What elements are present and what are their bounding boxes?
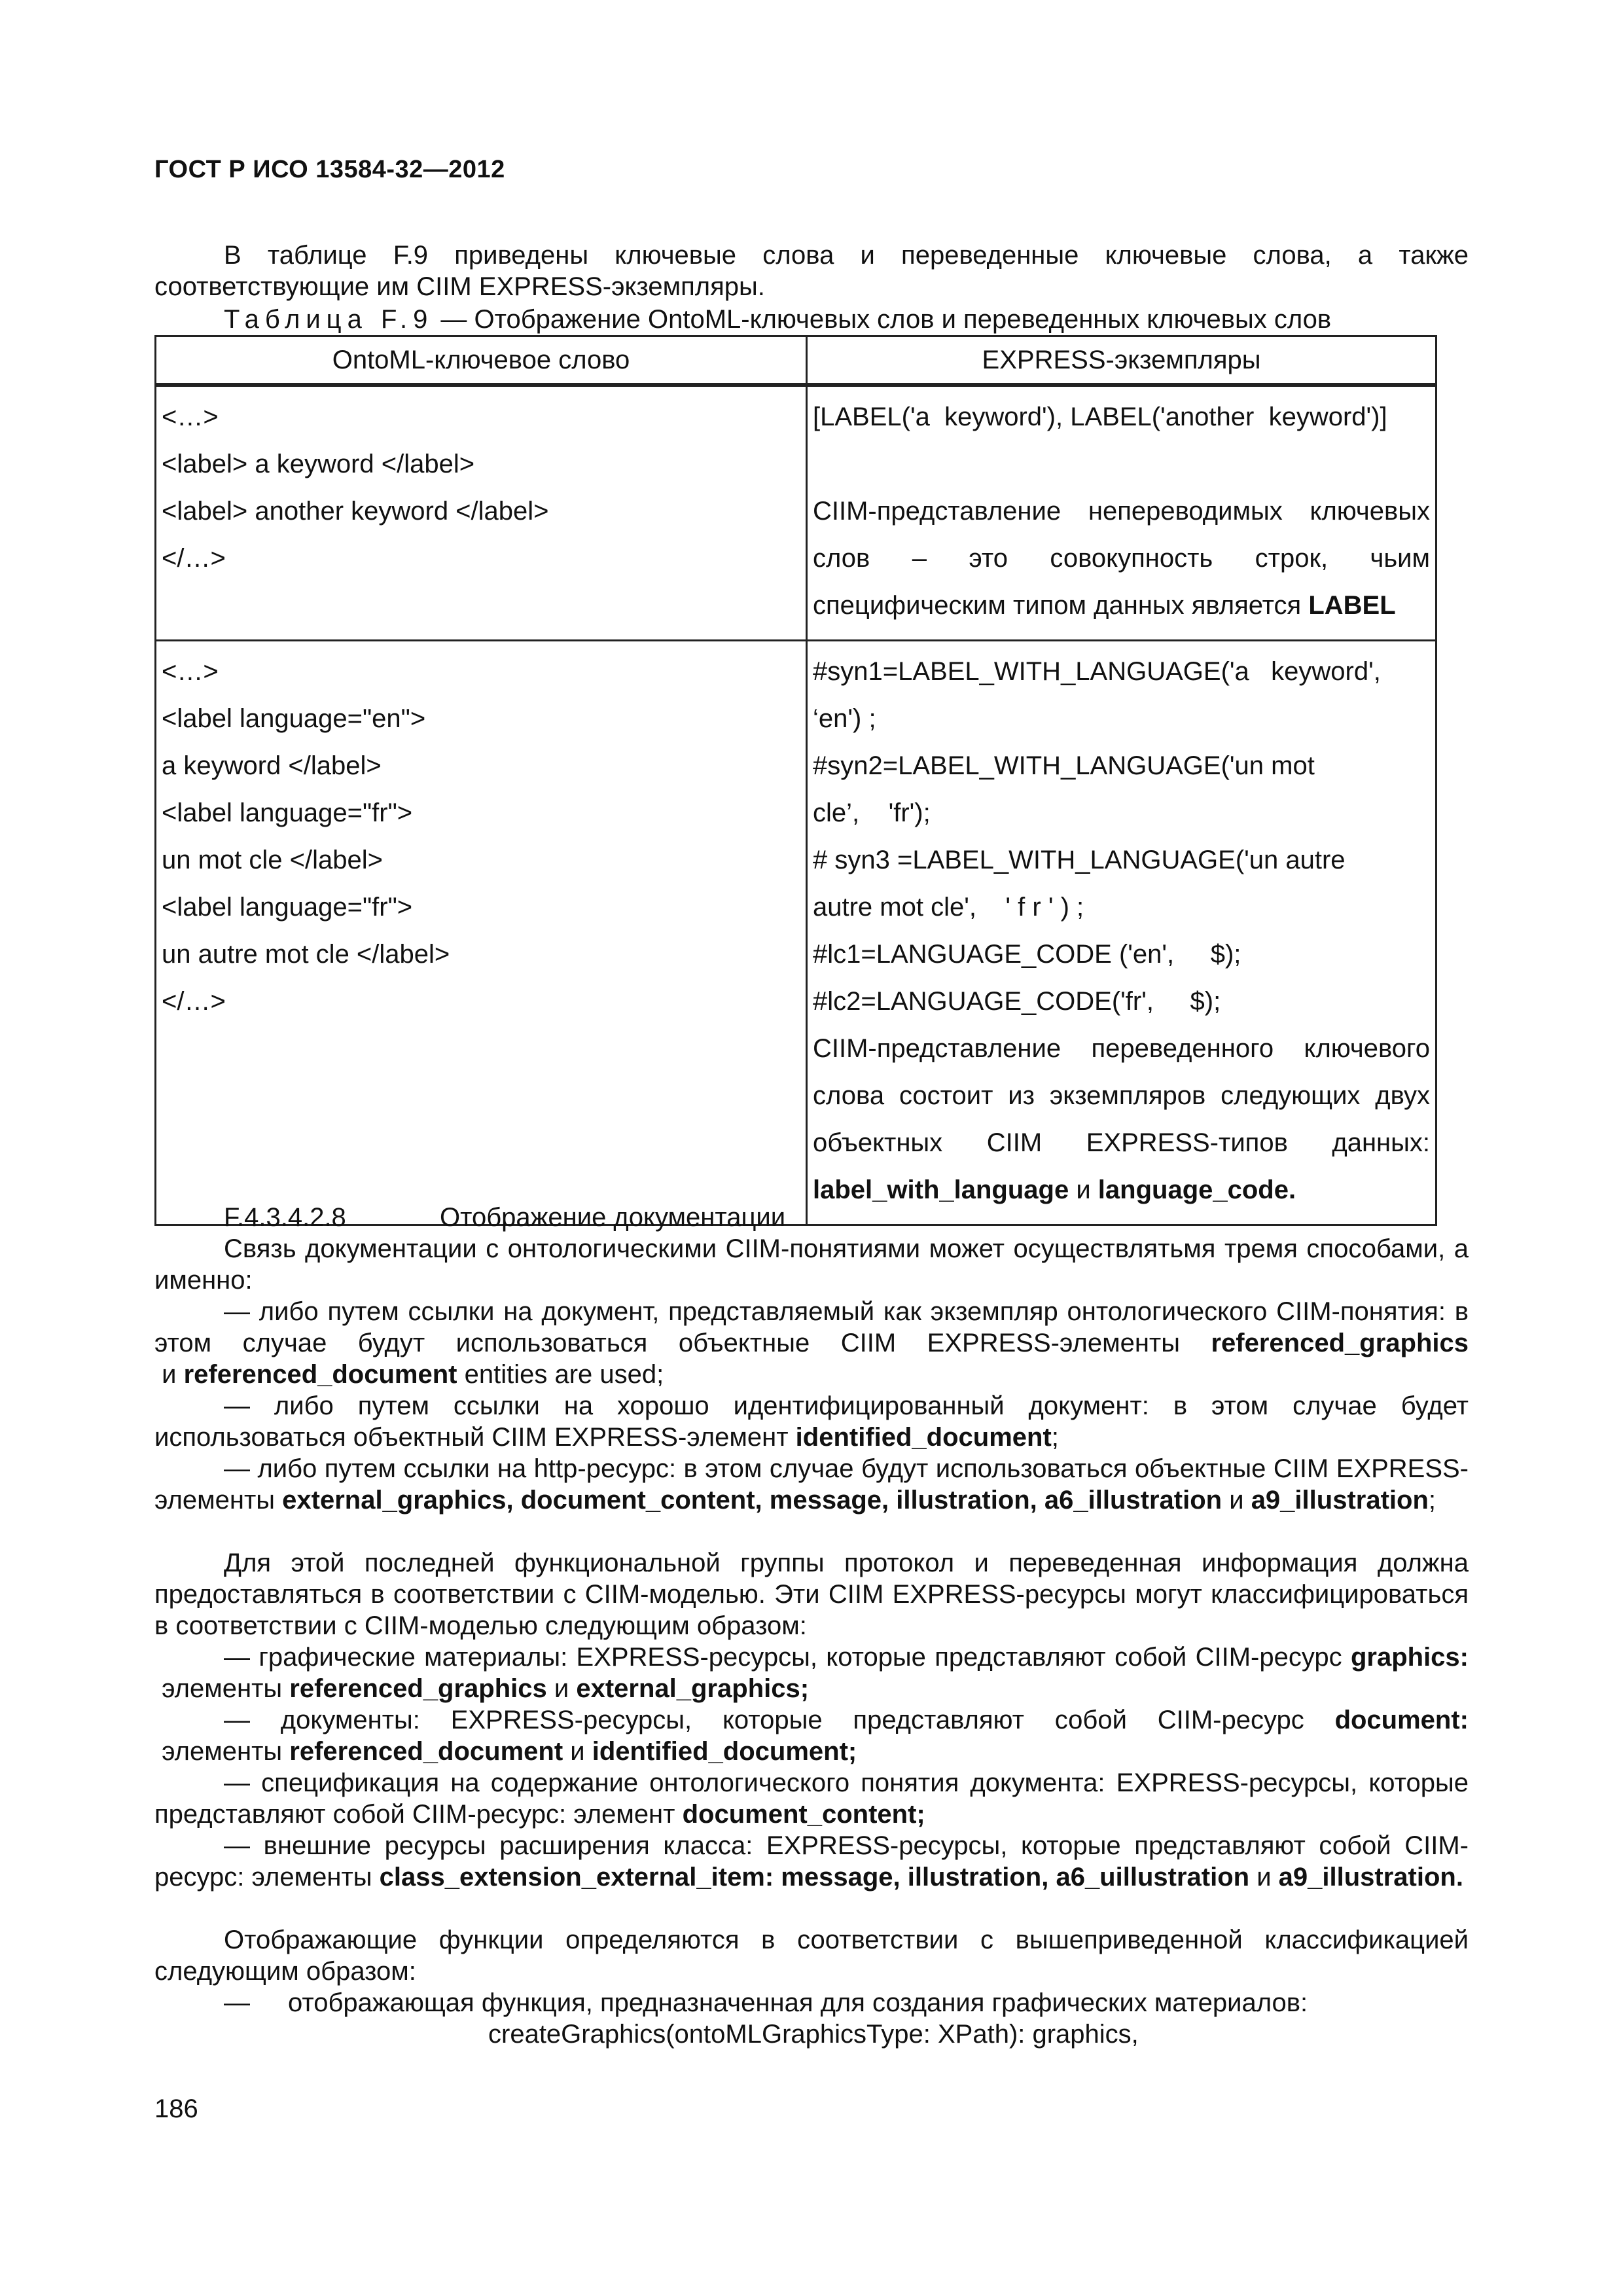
intro-paragraph: В таблице F.9 приведены ключевые слова и переведенные ключевые слова, а также соответствующие им CIIM EXPRESS-экземпляры. bbox=[154, 241, 1469, 301]
page-number: 186 bbox=[154, 2094, 198, 2123]
row2-ontoml-cell bbox=[156, 641, 807, 1225]
bullet-documents bbox=[154, 1704, 1469, 1767]
section-number: F.4.3.4.2.8 bbox=[224, 1203, 346, 1232]
row2-left-line: </…> bbox=[162, 987, 226, 1016]
bullet-text: — либо путем ссылки на http-ресурс: в этом случае будут использоваться объектные CIIM EXPRESS-элементы bbox=[154, 1454, 1469, 1515]
row2-left-line: <label language="en"> bbox=[162, 704, 426, 733]
row1-desc-line: слов – это совокупность строк, чьим bbox=[813, 544, 1430, 573]
row2-code-line: autre mot cle', ' f r ' ) ; bbox=[813, 893, 1084, 922]
row2-left-line: un mot cle </label> bbox=[162, 846, 383, 874]
bullet-http-resource bbox=[154, 1453, 1469, 1516]
row1-left-line: </…> bbox=[162, 544, 226, 573]
term-referenced-graphics: referenced_graphics bbox=[1211, 1329, 1469, 1357]
row2-desc-line: объектных CIIM EXPRESS-типов данных: bbox=[813, 1128, 1430, 1157]
row1-left-line: <label> a keyword </label> bbox=[162, 450, 475, 478]
bullet-referenced-doc bbox=[154, 1296, 1469, 1390]
paragraph-mapping-functions: Отображающие функции определяются в соответствии с вышеприведенной классификацией следующим образом: bbox=[154, 1926, 1469, 1986]
bullet-document-content bbox=[154, 1767, 1469, 1830]
term-external-graphics: external_graphics; bbox=[576, 1674, 810, 1703]
term-class-extension-list: class_extension_external_item: message, illustration, a6_uillustration bbox=[379, 1863, 1250, 1892]
bullet-text: — документы: EXPRESS-ресурсы, которые представляют собой CIIM-ресурс bbox=[224, 1706, 1335, 1734]
term-external-graphics-list: external_graphics, document_content, message, illustration, a6_illustration bbox=[282, 1486, 1222, 1515]
row1-ontoml-cell bbox=[156, 385, 807, 641]
table-row bbox=[156, 385, 1436, 641]
row2-desc-line: CIIM-представление переведенного ключевого bbox=[813, 1034, 1430, 1063]
bullet-mid: элементы bbox=[154, 1674, 290, 1703]
table-header-row bbox=[156, 336, 1436, 386]
row2-left-line: a keyword </label> bbox=[162, 751, 382, 780]
bullet-mid: элементы bbox=[154, 1737, 290, 1766]
section-heading bbox=[224, 1202, 785, 1233]
bullet-text: — внешние ресурсы расширения класса: EXPRESS-ресурсы, которые представляют собой CIIM-ресурс: элементы bbox=[154, 1831, 1469, 1892]
bullet-text: — спецификация на содержание онтологического понятия документа: EXPRESS-ресурсы, которые представляют собой CIIM-ресурс: элемент bbox=[154, 1768, 1469, 1829]
row2-code-line: # syn3 =LABEL_WITH_LANGUAGE('un autre bbox=[813, 846, 1346, 874]
bullet-class-extension bbox=[154, 1830, 1469, 1893]
row2-code-line: #lc2=LANGUAGE_CODE('fr', $); bbox=[813, 987, 1221, 1016]
conj: и bbox=[563, 1737, 592, 1766]
row1-left-line: <…> bbox=[162, 403, 219, 431]
row1-desc-line: CIIM-представление непереводимых ключевых bbox=[813, 497, 1430, 526]
table-caption-prefix: Таблица F.9 bbox=[224, 305, 434, 334]
conj: и bbox=[1249, 1863, 1279, 1892]
row2-left-line: <label language="fr"> bbox=[162, 893, 413, 922]
keyword-mapping-table bbox=[154, 335, 1437, 1226]
bullet-text: — либо путем ссылки на документ, представляемый как экземпляр онтологического CIIM-понятия: в этом случае будут использоваться объектные CIIM EXPRESS-элементы bbox=[154, 1297, 1469, 1357]
row1-desc-label-type: LABEL bbox=[1308, 591, 1396, 620]
row2-desc-types-line bbox=[813, 1166, 1430, 1213]
bullet-identified-doc bbox=[154, 1390, 1469, 1453]
row1-desc-last-line bbox=[813, 582, 1430, 629]
bullet-tail: ; bbox=[1428, 1486, 1436, 1515]
term-referenced-document: referenced_document bbox=[289, 1737, 563, 1766]
row1-gap bbox=[813, 440, 1430, 488]
bullet-tail: ; bbox=[1051, 1423, 1059, 1452]
row2-code-line: #syn2=LABEL_WITH_LANGUAGE('un mot bbox=[813, 751, 1315, 780]
col-header-express: EXPRESS-экземпляры bbox=[807, 336, 1436, 386]
row2-left-line: <…> bbox=[162, 657, 219, 686]
table-caption bbox=[224, 304, 1331, 335]
conj: и bbox=[154, 1360, 184, 1389]
bullet-dash: — bbox=[224, 1988, 250, 2017]
row2-express-cell bbox=[807, 641, 1436, 1225]
row2-type-language-code: language_code. bbox=[1097, 1175, 1296, 1204]
term-referenced-graphics: referenced_graphics bbox=[289, 1674, 547, 1703]
table-caption-title: — Отображение OntoML-ключевых слов и переведенных ключевых слов bbox=[433, 305, 1332, 334]
conj: и bbox=[1222, 1486, 1251, 1515]
function-signature: createGraphics(ontoMLGraphicsType: XPath): graphics, bbox=[488, 2020, 1139, 2049]
term-graphics: graphics: bbox=[1350, 1643, 1469, 1672]
paragraph-doc-link-methods: Связь документации с онтологическими CIIM-понятиями может осуществлятьмя тремя способами, а именно: bbox=[154, 1234, 1469, 1295]
document-header: ГОСТ Р ИСО 13584-32—2012 bbox=[154, 156, 505, 183]
bullet-text: — графические материалы: EXPRESS-ресурсы, которые представляют собой CIIM-ресурс bbox=[224, 1643, 1351, 1672]
row1-express-cell bbox=[807, 385, 1436, 641]
term-a9-illustration: a9_illustration. bbox=[1278, 1863, 1463, 1892]
paragraph-functional-group: Для этой последней функциональной группы протокол и переведенная информация должна предоставляться в соответствии с CIIM-моделью. Эти CIIM EXPRESS-ресурсы могут классифицироваться в соответствии с CIIM-моделью следующим образом: bbox=[154, 1549, 1469, 1640]
bullet-text: отображающая функция, предназначенная для создания графических материалов: bbox=[288, 1988, 1308, 2017]
row2-left-line: un autre mot cle </label> bbox=[162, 940, 450, 969]
table-row bbox=[156, 641, 1436, 1225]
bullet-graphics bbox=[154, 1641, 1469, 1704]
row2-code-line: #lc1=LANGUAGE_CODE ('en', $); bbox=[813, 940, 1241, 969]
row1-left-line: <label> another keyword </label> bbox=[162, 497, 549, 526]
bullet-text: — либо путем ссылки на хорошо идентифицированный документ: в этом случае будет использоваться объектный CIIM EXPRESS-элемент bbox=[154, 1391, 1469, 1452]
bullet-tail: entities are used; bbox=[457, 1360, 664, 1389]
term-identified-document: identified_document; bbox=[592, 1737, 857, 1766]
section-title: Отображение документации bbox=[440, 1203, 786, 1232]
term-a9-illustration: a9_illustration bbox=[1251, 1486, 1429, 1515]
row2-desc-line: слова состоит из экземпляров следующих двух bbox=[813, 1081, 1430, 1110]
row1-desc-last-text: специфическим типом данных является bbox=[813, 591, 1309, 620]
row2-code-line: cle’, 'fr'); bbox=[813, 798, 931, 827]
term-identified-document: identified_document bbox=[795, 1423, 1052, 1452]
row1-express-code: [LABEL('a keyword'), LABEL('another keyword')] bbox=[813, 403, 1387, 431]
col-header-ontoml: OntoML-ключевое слово bbox=[156, 336, 807, 386]
row2-and: и bbox=[1069, 1175, 1098, 1204]
term-document: document: bbox=[1334, 1706, 1469, 1734]
row2-code-line: ‘en') ; bbox=[813, 704, 876, 733]
conj: и bbox=[546, 1674, 577, 1703]
row2-left-line: <label language="fr"> bbox=[162, 798, 413, 827]
term-referenced-document: referenced_document bbox=[183, 1360, 457, 1389]
row2-code-line: #syn1=LABEL_WITH_LANGUAGE('a keyword', bbox=[813, 657, 1381, 686]
term-document-content: document_content; bbox=[682, 1800, 925, 1829]
bullet-create-graphics bbox=[154, 1987, 1469, 2018]
row2-type-label-with-language: label_with_language bbox=[813, 1175, 1069, 1204]
